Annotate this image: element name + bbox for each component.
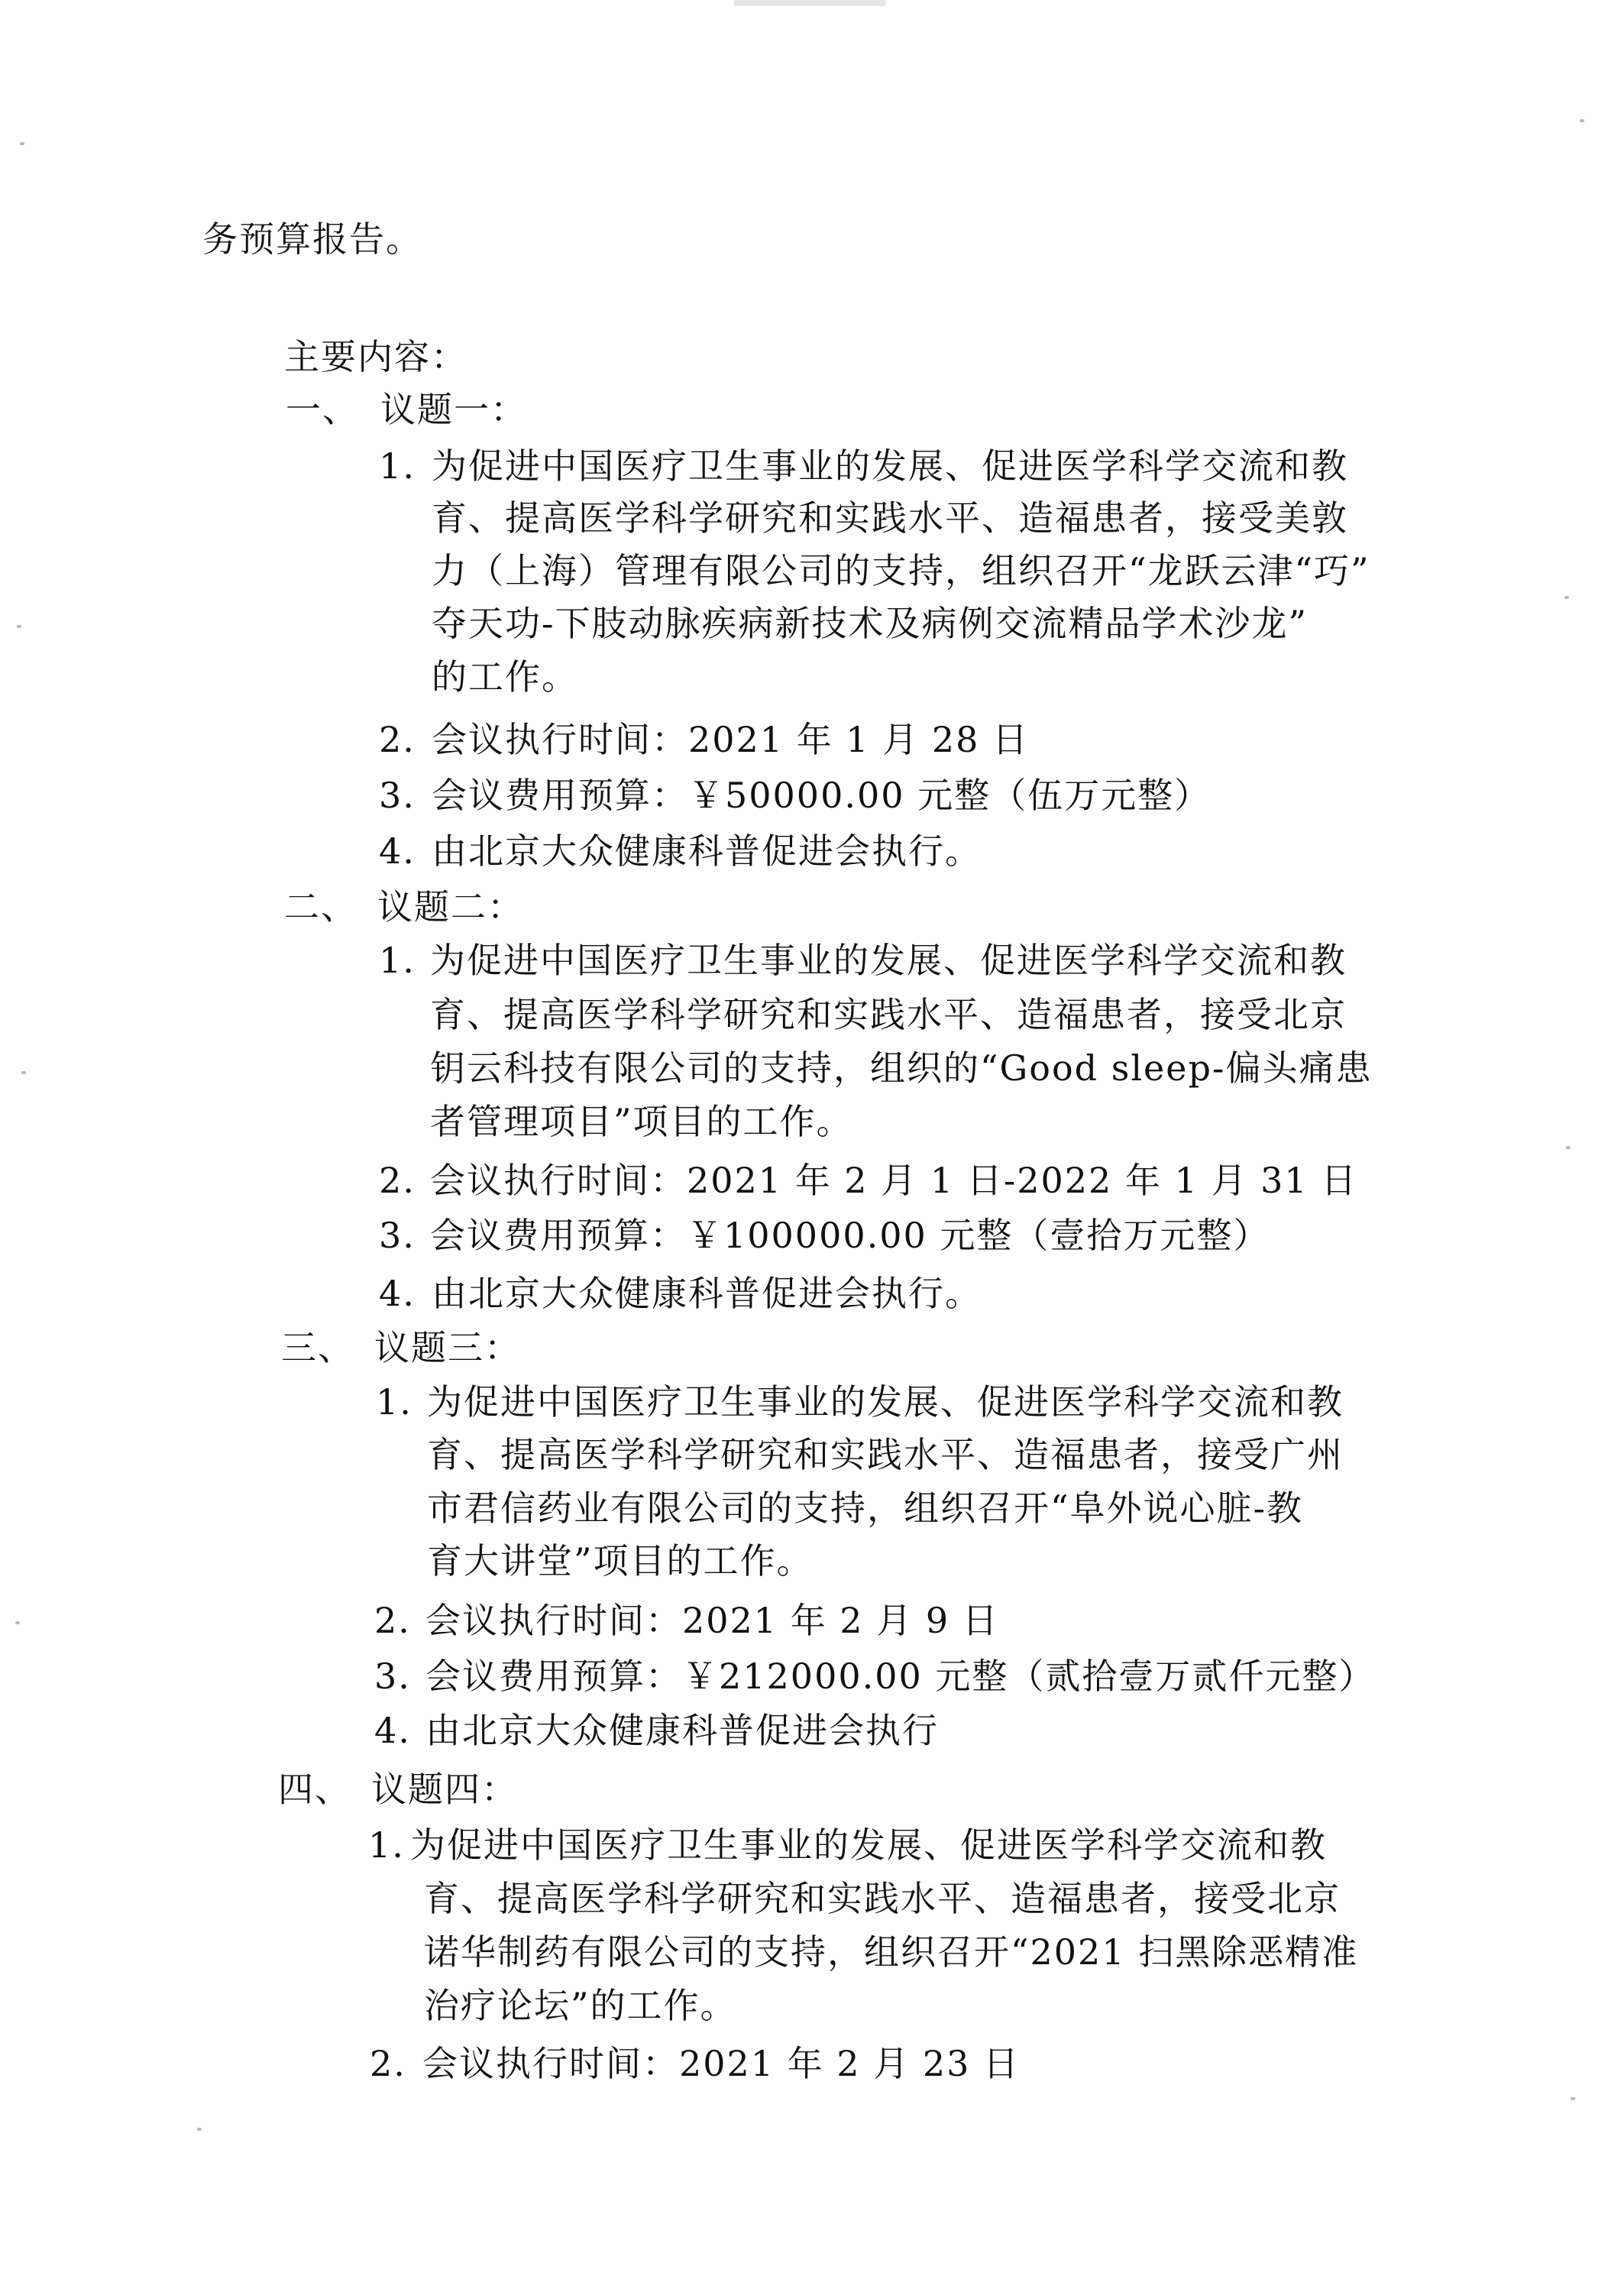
scan-speck: [197, 2128, 202, 2131]
topic-2-number-2: 2.: [379, 1160, 416, 1201]
topic-2-item-1-line-3: 钥云科技有限公司的支持，组织的“Good sleep-偏头痛患: [430, 1047, 1373, 1089]
scan-speck: [21, 1071, 26, 1074]
topic-4-number-1: 1.: [368, 1824, 405, 1866]
topic-1-item-1-line-2: 育、提高医学科学研究和实践水平、造福患者，接受美敦: [432, 497, 1348, 539]
topic-3-item-1-line-1: 为促进中国医疗卫生事业的发展、促进医学科学交流和教: [427, 1381, 1344, 1423]
topic-4-title: 议题四：: [371, 1769, 518, 1810]
topic-1-item-1-line-1: 为促进中国医疗卫生事业的发展、促进医学科学交流和教: [432, 445, 1348, 487]
topic-1-number-4: 4.: [379, 830, 416, 872]
topic-3-item-4: 由北京大众健康科普促进会执行: [425, 1710, 939, 1751]
scan-artifact: [733, 0, 886, 6]
topic-1-item-1-line-4: 夺天功-下肢动脉疾病新技术及病例交流精品学术沙龙”: [432, 603, 1309, 644]
scan-speck: [15, 1621, 20, 1624]
topic-4-item-1-line-4: 治疗论坛”的工作。: [424, 1985, 737, 2026]
topic-3-number-2: 2.: [374, 1600, 411, 1641]
topic-1-label: 一、: [286, 389, 359, 430]
scan-speck: [1580, 119, 1584, 122]
topic-3-item-1-line-4: 育大讲堂”项目的工作。: [427, 1540, 814, 1581]
topic-2-item-1-line-2: 育、提高医学科学研究和实践水平、造福患者，接受北京: [430, 994, 1347, 1035]
topic-3-title: 议题三：: [374, 1327, 521, 1368]
scan-speck: [1564, 596, 1569, 599]
topic-4-item-1-line-3: 诺华制药有限公司的支持，组织召开“2021 扫黑除恶精准: [424, 1931, 1359, 1973]
topic-4-item-1-line-2: 育、提高医学科学研究和实践水平、造福患者，接受北京: [424, 1878, 1341, 1919]
topic-4-item-2: 会议执行时间：2021 年 2 月 23 日: [422, 2043, 1020, 2084]
topic-4-number-2: 2.: [370, 2043, 406, 2084]
topic-1-item-3: 会议费用预算：￥50000.00 元整（伍万元整）: [432, 775, 1212, 816]
scan-speck: [1566, 1146, 1571, 1149]
topic-2-item-2: 会议执行时间：2021 年 2 月 1 日-2022 年 1 月 31 日: [430, 1160, 1358, 1201]
intro-tail: 务预算报告。: [202, 219, 422, 260]
topic-3-item-3: 会议费用预算：￥212000.00 元整（贰拾壹万贰仟元整）: [425, 1656, 1376, 1697]
section-title: 主要内容：: [284, 336, 467, 377]
topic-3-number-1: 1.: [376, 1381, 412, 1423]
scan-speck: [20, 142, 24, 145]
topic-1-number-2: 2.: [379, 719, 416, 760]
topic-2-title: 议题二：: [377, 886, 524, 927]
topic-1-item-4: 由北京大众健康科普促进会执行。: [432, 830, 982, 872]
topic-1-item-1-line-5: 的工作。: [432, 656, 578, 698]
topic-1-item-1-line-3: 力（上海）管理有限公司的支持，组织召开“龙跃云津“巧”: [432, 550, 1370, 591]
topic-2-number-4: 4.: [379, 1273, 416, 1314]
topic-1-item-2: 会议执行时间：2021 年 1 月 28 日: [432, 719, 1029, 760]
topic-2-number-1: 1.: [379, 940, 416, 981]
scan-speck: [17, 625, 21, 628]
topic-4-label: 四、: [278, 1769, 351, 1810]
topic-2-number-3: 3.: [379, 1215, 416, 1256]
topic-1-number-3: 3.: [379, 775, 416, 816]
topic-3-number-3: 3.: [374, 1656, 411, 1697]
topic-2-label: 二、: [284, 886, 357, 927]
topic-3-item-1-line-3: 市君信药业有限公司的支持，组织召开“阜外说心脏-教: [427, 1488, 1304, 1529]
topic-3-number-4: 4.: [374, 1710, 411, 1751]
topic-2-item-4: 由北京大众健康科普促进会执行。: [432, 1273, 982, 1314]
scan-speck: [1571, 2097, 1575, 2100]
topic-2-item-1-line-1: 为促进中国医疗卫生事业的发展、促进医学科学交流和教: [430, 940, 1347, 981]
topic-1-number-1: 1.: [379, 445, 416, 487]
topic-4-item-1-line-1: 为促进中国医疗卫生事业的发展、促进医学科学交流和教: [410, 1824, 1327, 1866]
topic-2-item-1-line-4: 者管理项目”项目的工作。: [430, 1101, 853, 1142]
topic-3-label: 三、: [281, 1327, 354, 1368]
topic-3-item-2: 会议执行时间：2021 年 2 月 9 日: [425, 1600, 999, 1641]
topic-2-item-3: 会议费用预算：￥100000.00 元整（壹拾万元整）: [430, 1215, 1270, 1256]
topic-1-title: 议题一：: [380, 389, 527, 430]
topic-3-item-1-line-2: 育、提高医学科学研究和实践水平、造福患者，接受广州: [427, 1434, 1344, 1475]
